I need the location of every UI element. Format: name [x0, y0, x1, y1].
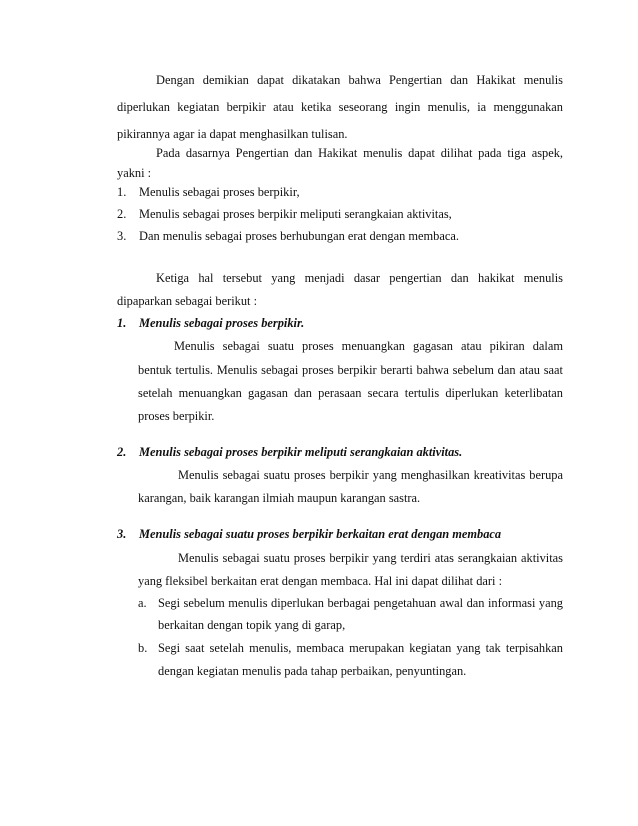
section-3-heading	[117, 526, 563, 542]
aspects-line-2: yakni :	[117, 166, 152, 180]
intro-line-3: pikirannya agar ia dapat menghasilkan tulisan.	[117, 127, 348, 141]
sub-item-text: Segi saat setelah menulis, membaca merupakan kegiatan yang tak terpisahkan	[158, 641, 563, 655]
sub-item-a-line-2: berkaitan dengan topik yang di garap,	[158, 618, 346, 632]
aspect-item-number: 2.	[117, 207, 127, 221]
aspects-line-1: Pada dasarnya Pengertian dan Hakikat menulis dapat dilihat pada tiga aspek,	[156, 146, 563, 160]
aspect-item-number: 1.	[117, 185, 127, 199]
section-1-line-4: proses berpikir.	[138, 409, 215, 423]
sub-item-text: Segi sebelum menulis diperlukan berbagai pengetahuan awal dan informasi yang	[158, 596, 563, 610]
section-2-heading	[117, 444, 563, 460]
section-3-line-1: Menulis sebagai suatu proses berpikir yang terdiri atas serangkaian aktivitas	[178, 551, 563, 565]
section-number: 2.	[117, 445, 127, 459]
ketiga-line-1: Ketiga hal tersebut yang menjadi dasar pengertian dan hakikat menulis	[156, 271, 563, 285]
section-2-line-1: Menulis sebagai suatu proses berpikir yang menghasilkan kreativitas berupa	[178, 468, 563, 482]
sub-item-label: b.	[138, 641, 148, 655]
sub-item-b-line-2: dengan kegiatan menulis pada tahap perbaikan, penyuntingan.	[158, 664, 467, 678]
section-1-line-1: Menulis sebagai suatu proses menuangkan gagasan atau pikiran dalam	[174, 339, 563, 353]
aspect-item-text: Dan menulis sebagai proses berhubungan erat dengan membaca.	[139, 229, 459, 243]
sub-item-b-line-1	[138, 640, 563, 656]
sub-item-a-line-1	[138, 595, 563, 611]
section-title: Menulis sebagai proses berpikir.	[139, 316, 305, 330]
intro-line-2: diperlukan kegiatan berpikir atau ketika seseorang ingin menulis, ia menggunakan	[117, 100, 563, 114]
aspect-item-number: 3.	[117, 229, 127, 243]
aspect-item-1	[117, 184, 563, 200]
section-title: Menulis sebagai proses berpikir meliputi serangkaian aktivitas.	[139, 445, 463, 459]
aspect-item-3	[117, 228, 563, 244]
ketiga-line-2: dipaparkan sebagai berikut :	[117, 294, 258, 308]
section-title: Menulis sebagai suatu proses berpikir berkaitan erat dengan membaca	[139, 527, 502, 541]
aspect-item-text: Menulis sebagai proses berpikir meliputi serangkaian aktivitas,	[139, 207, 452, 221]
section-number: 1.	[117, 316, 127, 330]
intro-line-1: Dengan demikian dapat dikatakan bahwa Pengertian dan Hakikat menulis	[156, 73, 563, 87]
section-2-line-2: karangan, baik karangan ilmiah maupun karangan sastra.	[138, 491, 421, 505]
aspect-item-2	[117, 206, 563, 222]
section-1-line-2: bentuk tertulis. Menulis sebagai proses berpikir berarti bahwa sebelum dan atau saat	[138, 363, 563, 377]
aspect-item-text: Menulis sebagai proses berpikir,	[139, 185, 300, 199]
section-3-line-2: yang fleksibel berkaitan erat dengan membaca. Hal ini dapat dilihat dari :	[138, 574, 503, 588]
sub-item-label: a.	[138, 596, 147, 610]
section-1-line-3: setelah menuangkan gagasan dan perasaan secara tertulis diperlukan keterlibatan	[138, 386, 563, 400]
section-1-heading	[117, 315, 563, 331]
section-number: 3.	[117, 527, 127, 541]
